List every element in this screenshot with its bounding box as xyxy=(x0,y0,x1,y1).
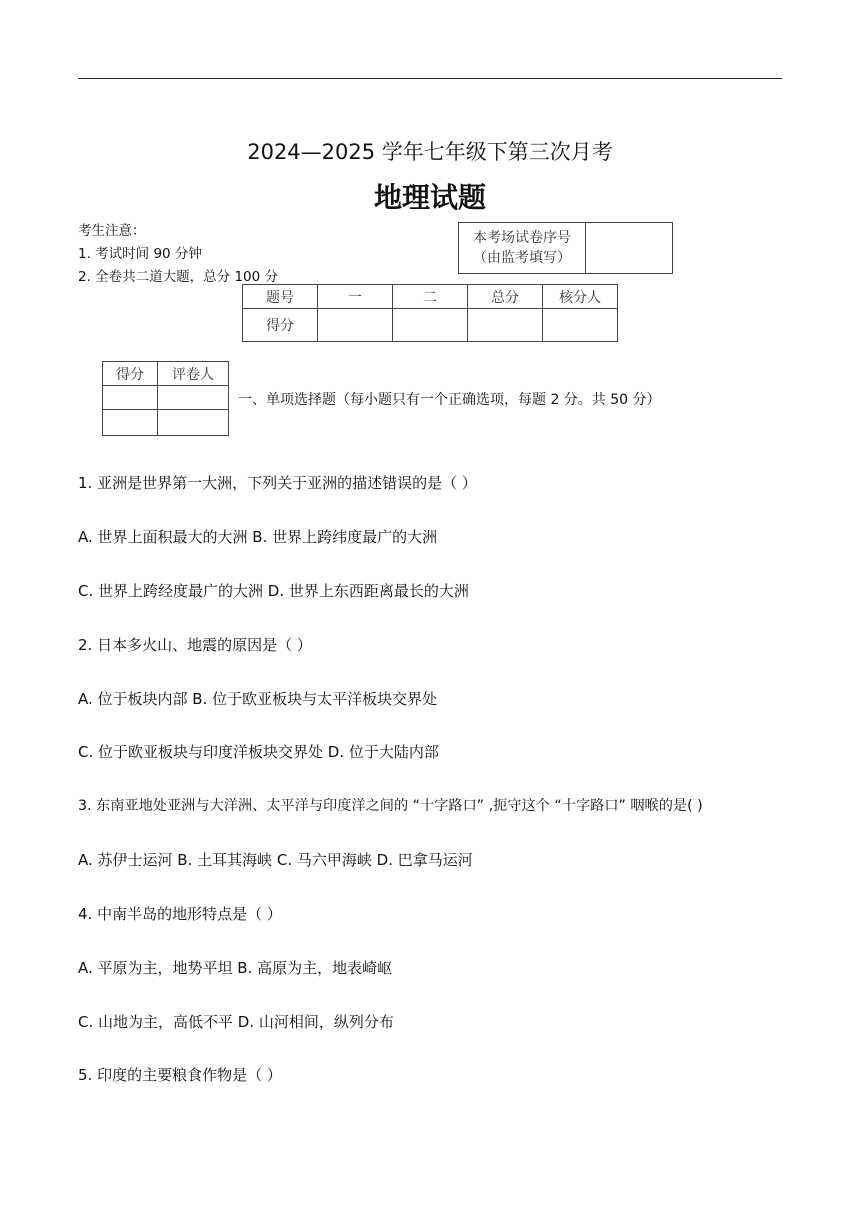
score-header-cell: 核分人 xyxy=(543,285,618,309)
grader-header-cell: 评卷人 xyxy=(158,362,229,386)
option-line: C. 山地为主，高低不平 D. 山河相间，纵列分布 xyxy=(78,1013,394,1031)
option-line: A. 苏伊士运河 B. 土耳其海峡 C. 马六甲海峡 D. 巴拿马运河 xyxy=(78,851,473,869)
option-line: A. 位于板块内部 B. 位于欧亚板块与太平洋板块交界处 xyxy=(78,690,438,708)
score-cell[interactable] xyxy=(543,309,618,342)
grader-cell[interactable] xyxy=(103,410,158,436)
notice-item-2: 2. 全卷共二道大题，总分 100 分 xyxy=(78,269,279,285)
grader-cell[interactable] xyxy=(158,386,229,410)
score-header-cell: 题号 xyxy=(243,285,318,309)
score-cell[interactable] xyxy=(393,309,468,342)
grader-header-cell: 得分 xyxy=(103,362,158,386)
option-line: A. 世界上面积最大的大洲 B. 世界上跨纬度最广的大洲 xyxy=(78,528,438,546)
score-header-cell: 总分 xyxy=(468,285,543,309)
top-rule xyxy=(78,78,782,79)
score-cell[interactable] xyxy=(318,309,393,342)
question-line: 4. 中南半岛的地形特点是（ ） xyxy=(78,905,282,923)
question-line: 3. 东南亚地处亚洲与大洋洲、太平洋与印度洋之间的 “十字路口” ,扼守这个 “十字路口” 咽喉的是( ) xyxy=(78,798,703,814)
option-line: C. 世界上跨经度最广的大洲 D. 世界上东西距离最长的大洲 xyxy=(78,582,469,600)
question-line: 5. 印度的主要粮食作物是（ ） xyxy=(78,1066,282,1084)
seat-number-label xyxy=(459,223,586,274)
grader-cell[interactable] xyxy=(158,410,229,436)
seat-number-box xyxy=(458,222,673,274)
seat-number-cell[interactable] xyxy=(586,223,673,274)
score-header-cell: 一 xyxy=(318,285,393,309)
exam-title: 2024—2025 学年七年级下第三次月考 xyxy=(247,140,613,164)
notice-heading: 考生注意： xyxy=(78,223,146,239)
score-table xyxy=(242,284,618,342)
seat-label-line2: （由监考填写） xyxy=(473,250,571,266)
score-header-cell: 二 xyxy=(393,285,468,309)
option-line: C. 位于欧亚板块与印度洋板块交界处 D. 位于大陆内部 xyxy=(78,743,439,761)
subject-title: 地理试题 xyxy=(373,181,486,214)
notice-item-1: 1. 考试时间 90 分钟 xyxy=(78,246,202,262)
option-line: A. 平原为主，地势平坦 B. 高原为主，地表崎岖 xyxy=(78,959,393,977)
grader-cell[interactable] xyxy=(103,386,158,410)
section-title: 一、单项选择题（每小题只有一个正确选项，每题 2 分。共 50 分） xyxy=(238,392,661,408)
question-line: 1. 亚洲是世界第一大洲，下列关于亚洲的描述错误的是（ ） xyxy=(78,474,477,492)
score-cell[interactable] xyxy=(468,309,543,342)
question-line: 2. 日本多火山、地震的原因是（ ） xyxy=(78,636,312,654)
grader-table xyxy=(102,361,229,436)
seat-label-line1: 本考场试卷序号 xyxy=(473,230,571,246)
score-row-label: 得分 xyxy=(243,309,318,342)
